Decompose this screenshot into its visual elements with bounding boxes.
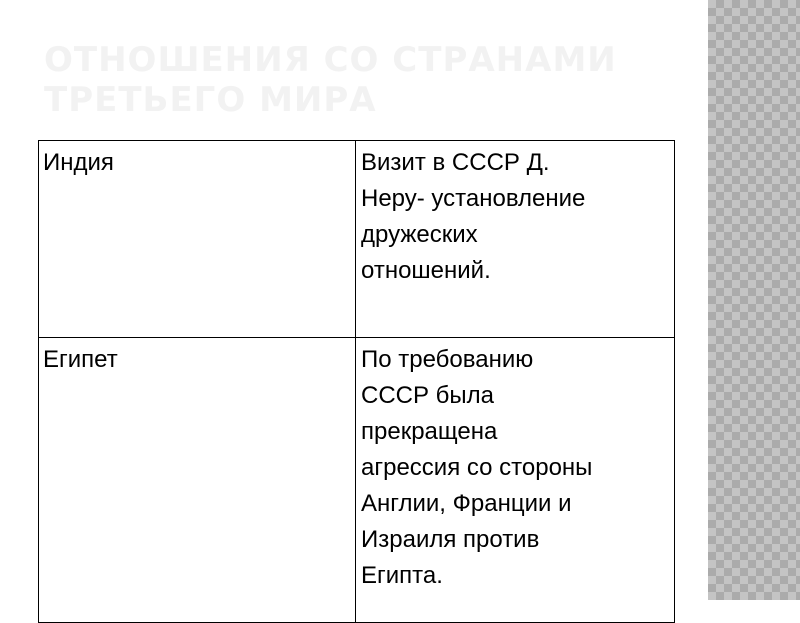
- event-text-line: Неру- установление: [361, 185, 586, 212]
- table-row-india: [39, 141, 675, 338]
- event-text-line: отношений.: [361, 257, 491, 284]
- country-cell: [39, 141, 356, 338]
- slide-title: [44, 40, 684, 120]
- event-text-line: Визит в СССР Д.: [361, 149, 550, 176]
- country-cell: [39, 338, 356, 623]
- relations-table: [38, 140, 675, 623]
- event-cell: [356, 141, 675, 338]
- country-name: Индия: [43, 149, 114, 176]
- event-text-line: По требованию: [361, 346, 534, 373]
- event-text-line: Англии, Франции и: [361, 490, 572, 517]
- event-text-line: прекращена: [361, 418, 498, 445]
- event-text-line: Египта.: [361, 562, 443, 589]
- event-text-line: дружеских: [361, 221, 478, 248]
- slide-title-line-2: ТРЕТЬЕГО МИРА: [44, 80, 377, 120]
- event-text-line: Израиля против: [361, 526, 540, 553]
- event-text-line: СССР была: [361, 382, 495, 409]
- decorative-side-band: [708, 0, 800, 600]
- country-name: Египет: [43, 346, 118, 373]
- event-text-line: агрессия со стороны: [361, 454, 593, 481]
- slide-title-line-1: ОТНОШЕНИЯ СО СТРАНАМИ: [44, 40, 617, 80]
- event-cell: [356, 338, 675, 623]
- table-row-egypt: [39, 338, 675, 623]
